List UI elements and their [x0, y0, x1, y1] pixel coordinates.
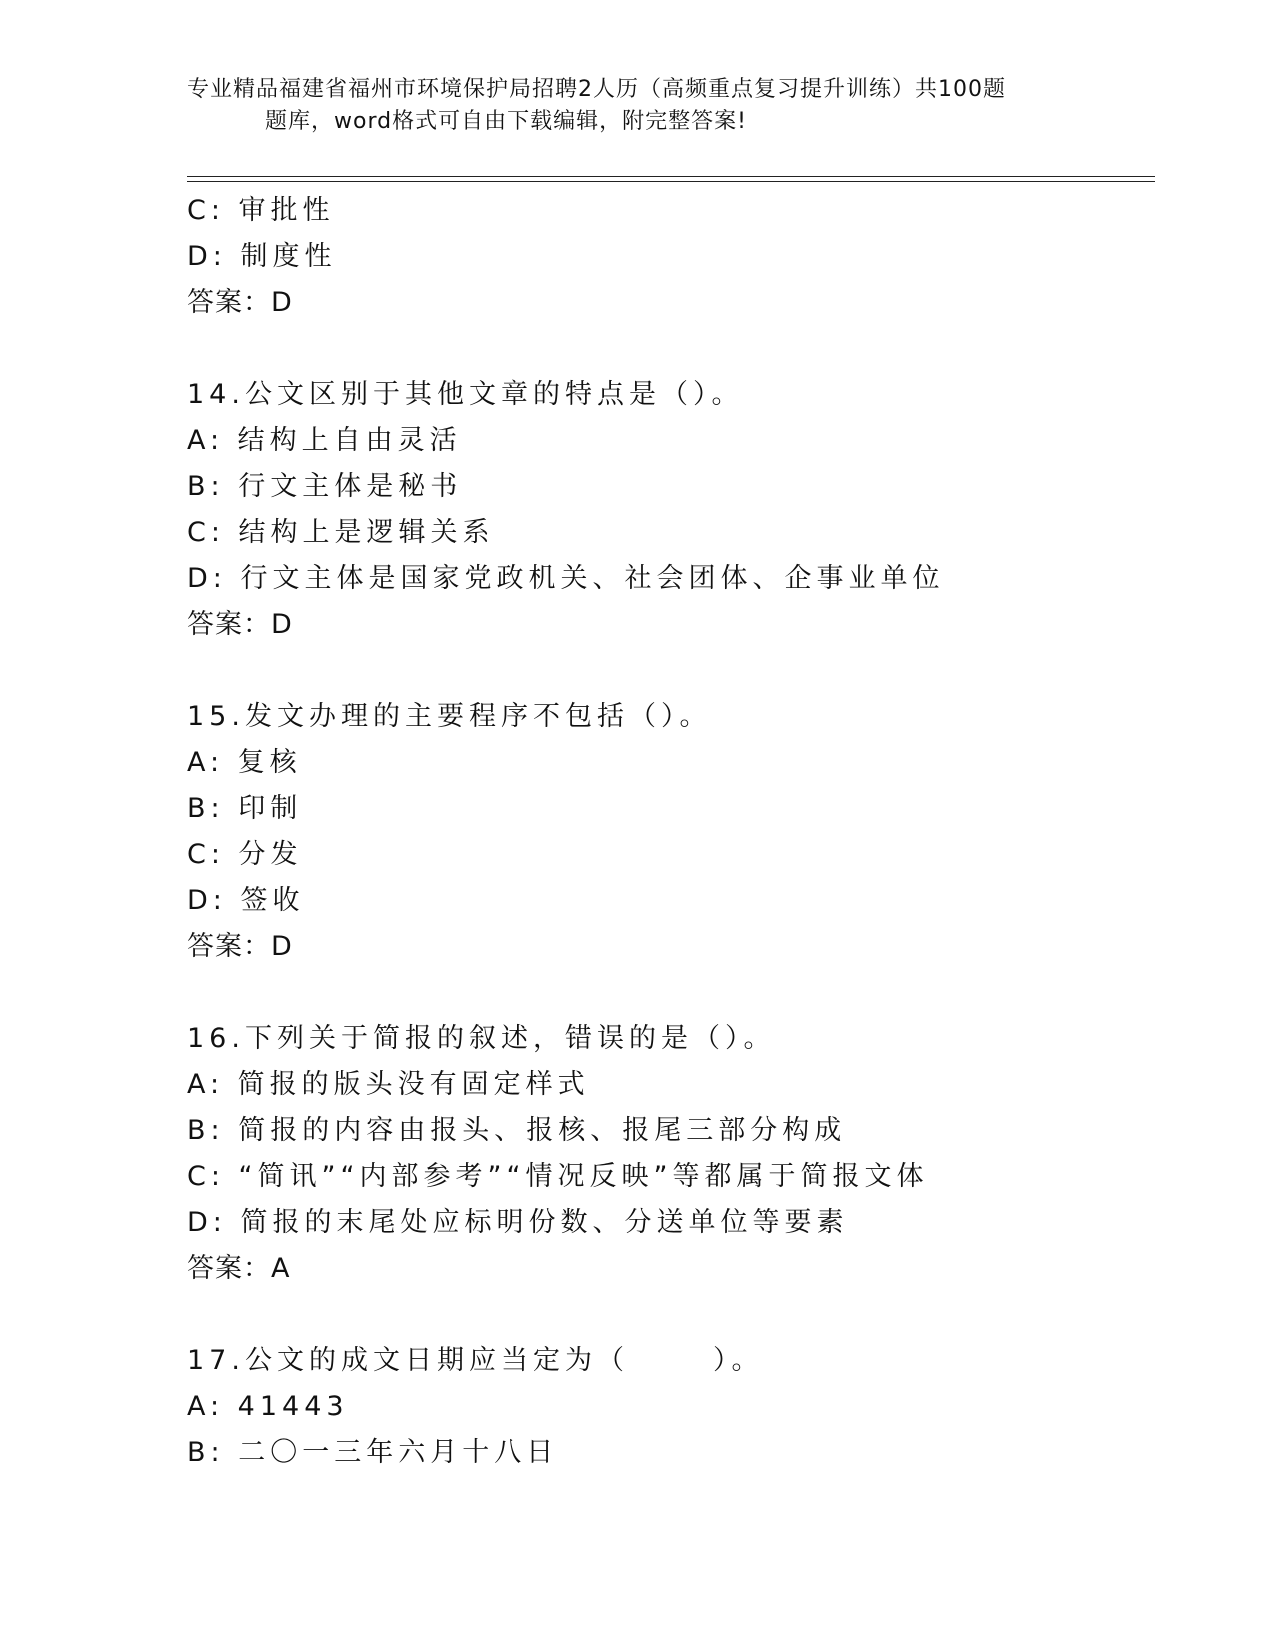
- q17-option-b: B: 二〇一三年六月十八日: [187, 1437, 559, 1468]
- header-rule-bottom: [187, 181, 1155, 182]
- header-rule-top: [187, 176, 1155, 177]
- q16-option-c: C: “简讯”“内部参考”“情况反映”等都属于简报文体: [187, 1161, 929, 1192]
- q16-option-b: B: 简报的内容由报头、报核、报尾三部分构成: [187, 1115, 847, 1146]
- q15-stem: 15.发文办理的主要程序不包括（）。: [187, 701, 712, 732]
- q17-option-a: A: 41443: [187, 1391, 349, 1422]
- header-title-line2: 题库，word格式可自由下载编辑，附完整答案!: [265, 109, 747, 134]
- spacer: [187, 970, 1155, 1016]
- q15-answer: 答案：D: [187, 931, 293, 962]
- q14-option-c: C: 结构上是逻辑关系: [187, 517, 495, 548]
- document-header: [187, 74, 1097, 138]
- q15-option-d: D: 签收: [187, 885, 305, 916]
- q16-answer: 答案：A: [187, 1253, 291, 1284]
- q15-option-c: C: 分发: [187, 839, 303, 870]
- q15-option-a: A: 复核: [187, 747, 302, 778]
- q13-option-c: C: 审批性: [187, 195, 335, 226]
- q13-answer: 答案：D: [187, 287, 293, 318]
- q14-answer: 答案：D: [187, 609, 293, 640]
- q14-option-d: D: 行文主体是国家党政机关、社会团体、企事业单位: [187, 563, 945, 594]
- q16-stem: 16.下列关于简报的叙述，错误的是（）。: [187, 1023, 776, 1054]
- q14-stem: 14.公文区别于其他文章的特点是（）。: [187, 379, 744, 410]
- q17-stem-prefix: 17.公文的成文日期应当定为（: [187, 1345, 629, 1376]
- question-list: [187, 188, 1155, 1476]
- q14-option-a: A: 结构上自由灵活: [187, 425, 462, 456]
- header-title-line1: 专业精品福建省福州市环境保护局招聘2人历（高频重点复习提升训练）共100题: [187, 77, 1006, 102]
- q13-option-d: D: 制度性: [187, 241, 337, 272]
- q17-stem: [187, 1338, 1155, 1384]
- q14-option-b: B: 行文主体是秘书: [187, 471, 463, 502]
- q15-option-b: B: 印制: [187, 793, 303, 824]
- q16-option-d: D: 简报的末尾处应标明份数、分送单位等要素: [187, 1207, 849, 1238]
- spacer: [187, 648, 1155, 694]
- q17-stem-suffix: ）。: [712, 1345, 764, 1376]
- spacer: [187, 326, 1155, 372]
- q16-option-a: A: 简报的版头没有固定样式: [187, 1069, 590, 1100]
- spacer: [187, 1292, 1155, 1338]
